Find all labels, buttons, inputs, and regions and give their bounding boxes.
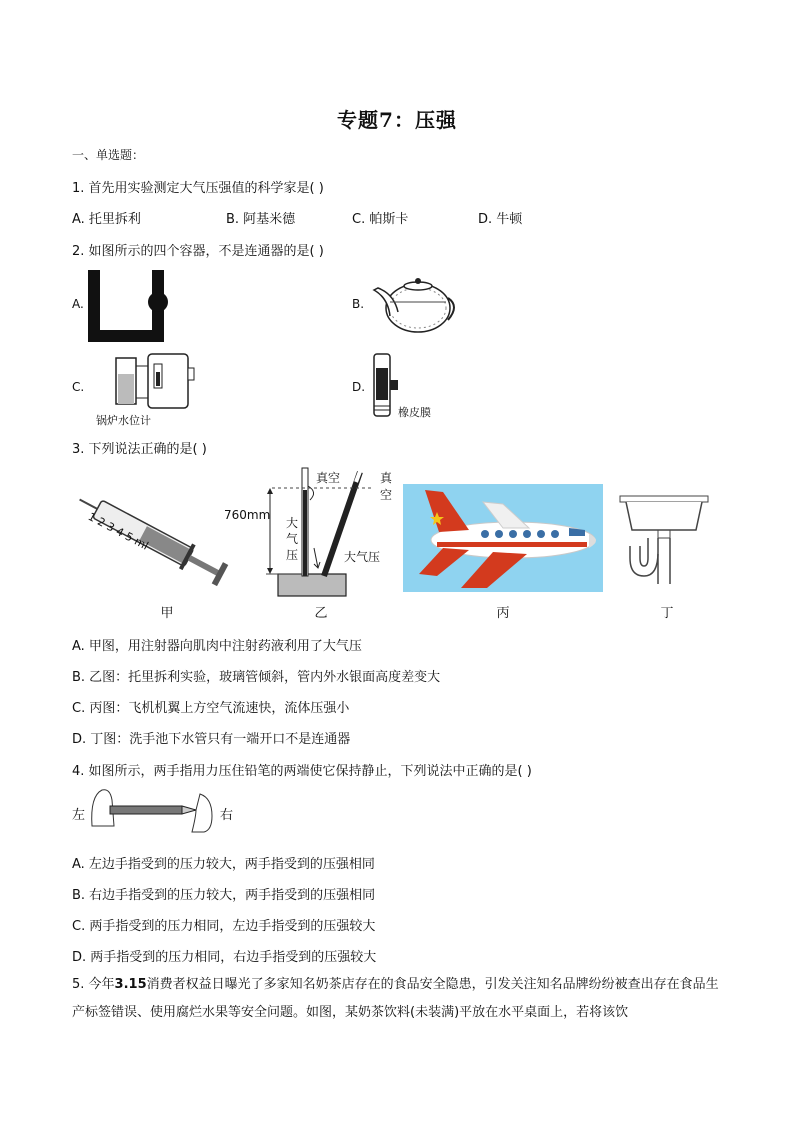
q2-label-d[interactable]: D. [352, 380, 366, 394]
q4-option-b[interactable]: B. 右边手指受到的压力较大，两手指受到的压强相同 [72, 888, 376, 903]
q2-label-b[interactable]: B. [352, 297, 365, 311]
caption-bing: 丙 [496, 606, 510, 621]
q1-option-c[interactable]: C. 帕斯卡 [352, 212, 409, 227]
boiler-water-gauge-figure [104, 350, 200, 412]
question-1-stem: 1. 首先用实验测定大气压强值的科学家是( ) [72, 181, 324, 196]
left-label: 左 [72, 808, 86, 823]
q5-rest: 消费者权益日曝光了多家知名奶茶店存在的食品安全隐患，引发关注知名品牌纷纷被查出存在食品生产标签错误、使用腐烂水果等安全问题。如图，某奶茶饮料(未装满)平放在水平桌面上，若将该饮 [72, 977, 719, 1020]
rubber-membrane-caption: 橡皮膜 [398, 406, 431, 419]
page-title: 专题7：压强 [337, 108, 457, 132]
q3-option-a[interactable]: A. 甲图，用注射器向肌肉中注射药液利用了大气压 [72, 639, 362, 654]
pencil-fingers-figure [88, 786, 218, 834]
question-2-stem: 2. 如图所示的四个容器，不是连通器的是( ) [72, 244, 324, 259]
syringe-figure [72, 488, 232, 588]
q2-label-c[interactable]: C. [72, 380, 85, 394]
q4-option-c[interactable]: C. 两手指受到的压力相同，左边手指受到的压强较大 [72, 919, 376, 934]
atm-left-1: 大 [286, 516, 299, 530]
atm-left-2: 气 [286, 532, 299, 546]
q1-option-b[interactable]: B. 阿基米德 [226, 212, 296, 227]
q3-option-d[interactable]: D. 丁图：洗手池下水管只有一端开口不是连通器 [72, 732, 351, 747]
question-3-stem: 3. 下列说法正确的是( ) [72, 442, 207, 457]
q4-option-d[interactable]: D. 两手指受到的压力相同，右边手指受到的压强较大 [72, 950, 377, 965]
q2-label-a[interactable]: A. [72, 297, 84, 311]
caption-ding: 丁 [660, 606, 674, 621]
q5-date-bold: 3.15 [114, 977, 147, 992]
teapot-figure [368, 272, 458, 336]
caption-yi: 乙 [314, 606, 328, 621]
caption-jia: 甲 [160, 606, 174, 621]
sink-drain-figure [618, 494, 712, 590]
syringe-scale-marks: 1 2 3 4 5 ml [85, 510, 151, 553]
q1-option-d[interactable]: D. 牛顿 [478, 212, 523, 227]
right-label: 右 [220, 808, 234, 823]
vacuum-label-left: 真空 [316, 471, 341, 485]
q1-option-a[interactable]: A. 托里拆利 [72, 212, 141, 227]
atm-right-label: 大气压 [344, 550, 381, 564]
boiler-gauge-caption: 锅炉水位计 [96, 414, 151, 427]
airplane-figure [403, 484, 603, 592]
question-4-stem: 4. 如图所示，两手指用力压住铅笔的两端使它保持静止，下列说法中正确的是( ) [72, 764, 532, 779]
q4-option-a[interactable]: A. 左边手指受到的压力较大，两手指受到的压强相同 [72, 857, 375, 872]
vacuum-label-right-1: 真 [380, 471, 393, 485]
height-760mm-label: 760mm [224, 508, 271, 522]
q3-option-c[interactable]: C. 丙图：飞机机翼上方空气流速快，流体压强小 [72, 701, 350, 716]
question-5-stem [72, 971, 724, 1027]
q3-option-b[interactable]: B. 乙图：托里拆利实验，玻璃管倾斜，管内外水银面高度差变大 [72, 670, 441, 685]
atm-left-3: 压 [286, 548, 299, 562]
q5-prefix: 5. 今年 [72, 977, 115, 992]
section-heading: 一、单选题： [72, 148, 145, 162]
u-tube-container-figure [86, 268, 178, 344]
vacuum-label-right-2: 空 [380, 488, 393, 502]
